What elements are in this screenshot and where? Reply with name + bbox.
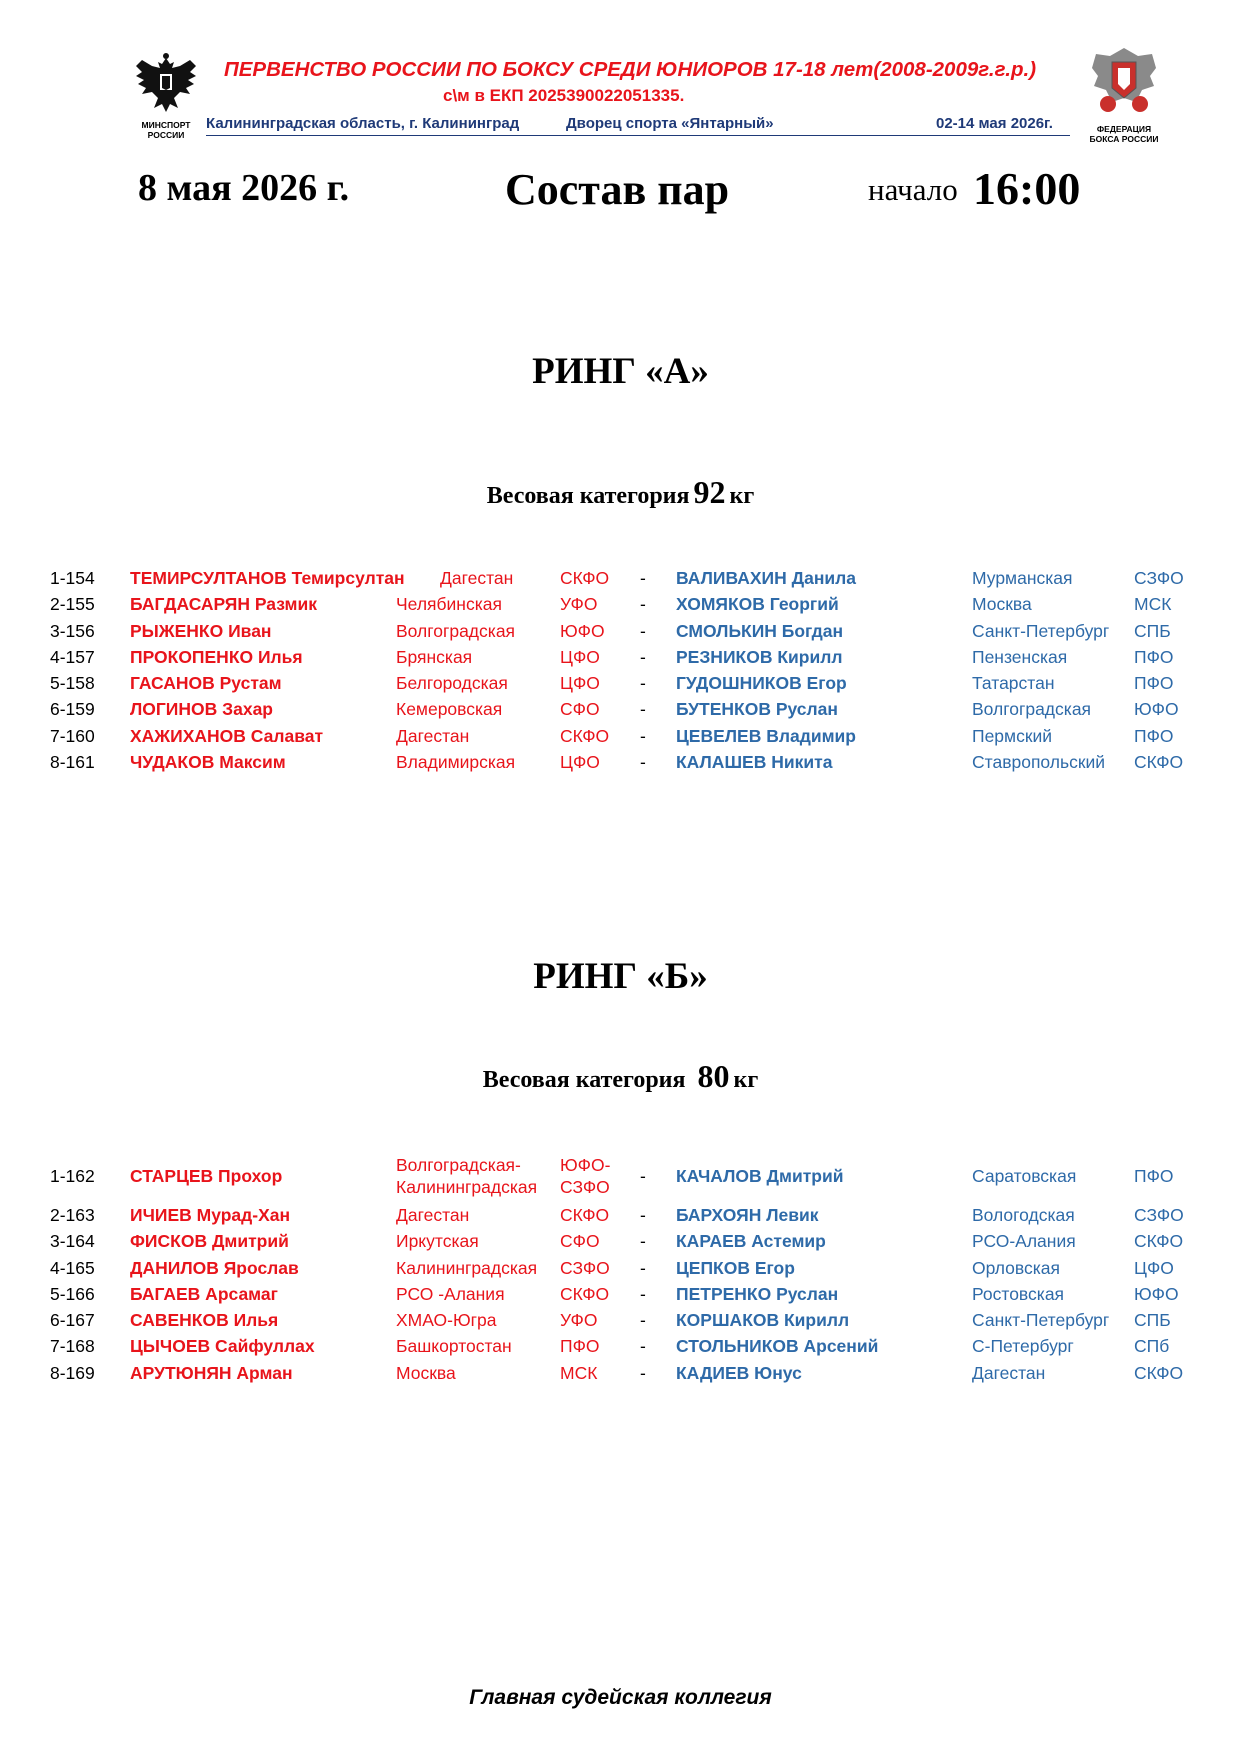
bout-row [0,565,1241,591]
bout-number: 8-169 [50,1362,95,1383]
red-boxer-name: ТЕМИРСУЛТАНОВ Темирсултан [130,568,405,588]
blue-boxer-region: Ростовская [972,1283,1065,1304]
left-logo-caption-1: МИНСПОРТ [141,120,191,130]
blue-boxer-name: БУТЕНКОВ Руслан [676,699,838,720]
blue-boxer-region: Татарстан [972,673,1055,694]
blue-boxer-name: СТОЛЬНИКОВ Арсений [676,1336,879,1357]
blue-boxer-region: Санкт-Петербург [972,1310,1110,1331]
blue-boxer-district: ПФО [1134,646,1174,667]
blue-boxer-district: ПФО [1134,1166,1174,1186]
weight-unit: кг [729,483,755,509]
ring-a-title: РИНГ «А» [532,351,709,392]
bout-row [0,670,1241,696]
red-boxer-district: ПФО [560,1336,600,1357]
dates: 02-14 мая 2026г. [936,115,1053,132]
red-boxer-region: Кемеровская [396,699,503,720]
weight-label: Весовая категория [482,1067,686,1093]
red-boxer-district: ЦФО [560,752,600,773]
red-boxer-name: РЫЖЕНКО Иван [130,620,272,641]
weight-value: 80 [697,1058,730,1094]
red-boxer-name: ФИСКОВ Дмитрий [130,1231,289,1252]
bout-row [0,1307,1241,1333]
weight-label: Весовая категория [486,483,690,509]
red-boxer-region: Владимирская [396,752,516,773]
red-boxer-name: ЛОГИНОВ Захар [130,699,273,720]
weight-value: 92 [693,474,726,510]
red-boxer-district-line-2: СЗФО [560,1177,610,1197]
ring-a-bouts [0,565,1241,775]
bout-number: 2-155 [50,594,95,615]
location: Калининградская область, г. Калининград [206,115,520,132]
bout-row [0,1152,1241,1202]
blue-boxer-region: Дагестан [972,1362,1046,1383]
eagle-icon [132,52,200,118]
blue-boxer-name: ГУДОШНИКОВ Егор [676,673,847,694]
bout-number: 4-165 [50,1257,95,1278]
red-boxer-name: БАГДАСАРЯН Размик [130,594,317,615]
blue-boxer-name: КОРШАКОВ Кирилл [676,1310,850,1331]
blue-boxer-region: Мурманская [972,568,1073,588]
blue-boxer-district: ЮФО [1134,1283,1179,1304]
blue-boxer-name: ВАЛИВАХИН Данила [676,568,857,588]
red-boxer-name: ХАЖИХАНОВ Салават [130,725,324,746]
bout-number: 6-167 [50,1310,95,1331]
blue-boxer-district: СЗФО [1134,568,1184,588]
red-boxer-district: СФО [560,699,600,720]
start-label: начало [868,172,958,207]
right-logo-caption-2: БОКСА РОССИИ [1089,134,1159,144]
bout-number: 7-160 [50,725,95,746]
boxing-federation-emblem-icon [1088,46,1160,144]
bout-row [0,644,1241,670]
ring-b-bouts [0,1152,1241,1386]
blue-boxer-region: Ставропольский [972,752,1106,773]
vs-dash: - [640,1310,646,1331]
blue-boxer-region: Орловская [972,1257,1060,1278]
bout-number: 3-164 [50,1231,95,1252]
blue-boxer-district: МСК [1134,594,1172,615]
blue-boxer-district: СПБ [1134,1310,1171,1331]
vs-dash: - [640,752,646,773]
blue-boxer-region: Саратовская [972,1166,1077,1186]
document-title: Состав пар [505,165,730,214]
federation-shield-icon [1088,46,1160,122]
red-boxer-region: Дагестан [396,1205,470,1225]
red-boxer-region: Брянская [396,646,473,667]
bout-number: 5-166 [50,1283,95,1304]
blue-boxer-name: ЦЕВЕЛЕВ Владимир [676,725,856,746]
bout-number: 5-158 [50,673,95,694]
bout-row [0,749,1241,775]
judges-panel-footer: Главная судейская коллегия [469,1686,772,1709]
red-boxer-name: АРУТЮНЯН Арман [130,1362,293,1383]
red-boxer-district-line-1: ЮФО- [560,1155,611,1175]
bout-row [0,618,1241,644]
blue-boxer-district: СЗФО [1134,1205,1184,1225]
red-boxer-district: СКФО [560,568,610,588]
red-boxer-name: СТАРЦЕВ Прохор [130,1166,283,1186]
red-boxer-district: СЗФО [560,1257,610,1278]
vs-dash: - [640,1257,646,1278]
blue-boxer-district: СКФО [1134,752,1184,773]
red-boxer-region: Иркутская [396,1231,479,1252]
vs-dash: - [640,1231,646,1252]
venue: Дворец спорта «Янтарный» [566,115,774,132]
weight-unit: кг [733,1067,759,1093]
start-time: 16:00 [973,163,1081,214]
blue-boxer-district: СКФО [1134,1362,1184,1383]
red-boxer-region-line-1: Волгоградская- [396,1155,521,1175]
ring-b-weight-category [0,1058,1241,1095]
vs-dash: - [640,568,646,588]
red-boxer-region: РСО -Алания [396,1283,505,1304]
bout-row [0,1202,1241,1228]
bout-number: 6-159 [50,699,95,720]
bout-row [0,1281,1241,1307]
red-boxer-name: ИЧИЕВ Мурад-Хан [130,1205,291,1225]
red-boxer-district: СКФО [560,725,610,746]
blue-boxer-district: СПб [1134,1336,1170,1357]
blue-boxer-region: Пензенская [972,646,1068,667]
blue-boxer-region: Пермский [972,725,1053,746]
vs-dash: - [640,699,646,720]
vs-dash: - [640,1362,646,1383]
red-boxer-region: Челябинская [396,594,502,615]
blue-boxer-name: ПЕТРЕНКО Руслан [676,1283,839,1304]
vs-dash: - [640,1336,646,1357]
right-logo-caption-1: ФЕДЕРАЦИЯ [1096,124,1152,134]
bout-number: 1-162 [50,1166,95,1186]
bout-row [0,1228,1241,1254]
red-boxer-region-line-2: Калининградская [396,1177,538,1197]
blue-boxer-name: КАЛАШЕВ Никита [676,752,833,773]
championship-title: ПЕРВЕНСТВО РОССИИ ПО БОКСУ СРЕДИ ЮНИОРОВ 17-18 лет(2008-2009г.г.р.) [224,58,1037,81]
blue-boxer-district: ЦФО [1134,1257,1174,1278]
vs-dash: - [640,646,646,667]
red-boxer-district: СКФО [560,1283,610,1304]
bout-number: 1-154 [50,568,95,588]
red-boxer-region: ХМАО-Югра [396,1310,497,1331]
blue-boxer-name: РЕЗНИКОВ Кирилл [676,646,843,667]
vs-dash: - [640,1205,646,1225]
header-info-line [206,113,1070,136]
blue-boxer-region: РСО-Алания [972,1231,1076,1252]
bout-number: 4-157 [50,646,95,667]
bout-row [0,723,1241,749]
blue-boxer-region: Москва [972,594,1032,615]
red-boxer-name: ДАНИЛОВ Ярослав [130,1257,299,1278]
red-boxer-name: БАГАЕВ Арсамаг [130,1283,278,1304]
vs-dash: - [640,1283,646,1304]
red-boxer-district: УФО [560,594,598,615]
red-boxer-region: Дагестан [440,568,514,588]
red-boxer-region: Волгоградская [396,620,516,641]
red-boxer-region: Башкортостан [396,1336,512,1357]
red-boxer-name: ПРОКОПЕНКО Илья [130,646,303,667]
bout-row [0,1255,1241,1281]
blue-boxer-district: СКФО [1134,1231,1184,1252]
red-boxer-district: МСК [560,1362,598,1383]
red-boxer-name: САВЕНКОВ Илья [130,1310,279,1331]
blue-boxer-name: КАДИЕВ Юнус [676,1362,802,1383]
blue-boxer-name: КАЧАЛОВ Дмитрий [676,1166,844,1186]
blue-boxer-name: ЦЕПКОВ Егор [676,1257,795,1278]
red-boxer-region: Белгородская [396,673,508,694]
bout-row [0,1333,1241,1359]
blue-boxer-name: ХОМЯКОВ Георгий [676,594,839,615]
red-boxer-region: Дагестан [396,725,470,746]
bout-number: 3-156 [50,620,95,641]
blue-boxer-name: СМОЛЬКИН Богдан [676,620,844,641]
red-boxer-region: Калининградская [396,1257,538,1278]
blue-boxer-region: Санкт-Петербург [972,620,1110,641]
blue-boxer-district: ПФО [1134,725,1174,746]
bout-number: 7-168 [50,1336,95,1357]
blue-boxer-district: СПБ [1134,620,1171,641]
vs-dash: - [640,725,646,746]
ekp-number: с\м в ЕКП 2025390022051335. [443,86,685,105]
red-boxer-district: ЦФО [560,673,600,694]
blue-boxer-district: ЮФО [1134,699,1179,720]
red-boxer-district: ЦФО [560,646,600,667]
bout-row [0,696,1241,722]
ring-a-weight-category [0,474,1241,511]
event-date: 8 мая 2026 г. [138,167,350,209]
left-logo-caption-2: РОССИИ [147,130,185,140]
red-boxer-district: СКФО [560,1205,610,1225]
bout-number: 8-161 [50,752,95,773]
blue-boxer-name: КАРАЕВ Астемир [676,1231,826,1252]
blue-boxer-district: ПФО [1134,673,1174,694]
vs-dash: - [640,1166,646,1186]
red-boxer-district: ЮФО [560,620,605,641]
blue-boxer-region: С-Петербург [972,1336,1074,1357]
red-boxer-name: ЦЫЧОЕВ Сайфуллах [130,1336,315,1357]
blue-boxer-name: БАРХОЯН Левик [676,1205,819,1225]
red-boxer-name: ГАСАНОВ Рустам [130,673,282,694]
vs-dash: - [640,594,646,615]
red-boxer-name: ЧУДАКОВ Максим [130,752,286,773]
minsport-eagle-emblem-icon [132,52,200,144]
bout-row [0,1360,1241,1386]
vs-dash: - [640,673,646,694]
red-boxer-region: Москва [396,1362,456,1383]
bout-number: 2-163 [50,1205,95,1225]
blue-boxer-region: Вологодская [972,1205,1075,1225]
ring-b-title: РИНГ «Б» [533,956,708,997]
vs-dash: - [640,620,646,641]
bout-row [0,591,1241,617]
red-boxer-district: УФО [560,1310,598,1331]
red-boxer-district: СФО [560,1231,600,1252]
blue-boxer-region: Волгоградская [972,699,1092,720]
